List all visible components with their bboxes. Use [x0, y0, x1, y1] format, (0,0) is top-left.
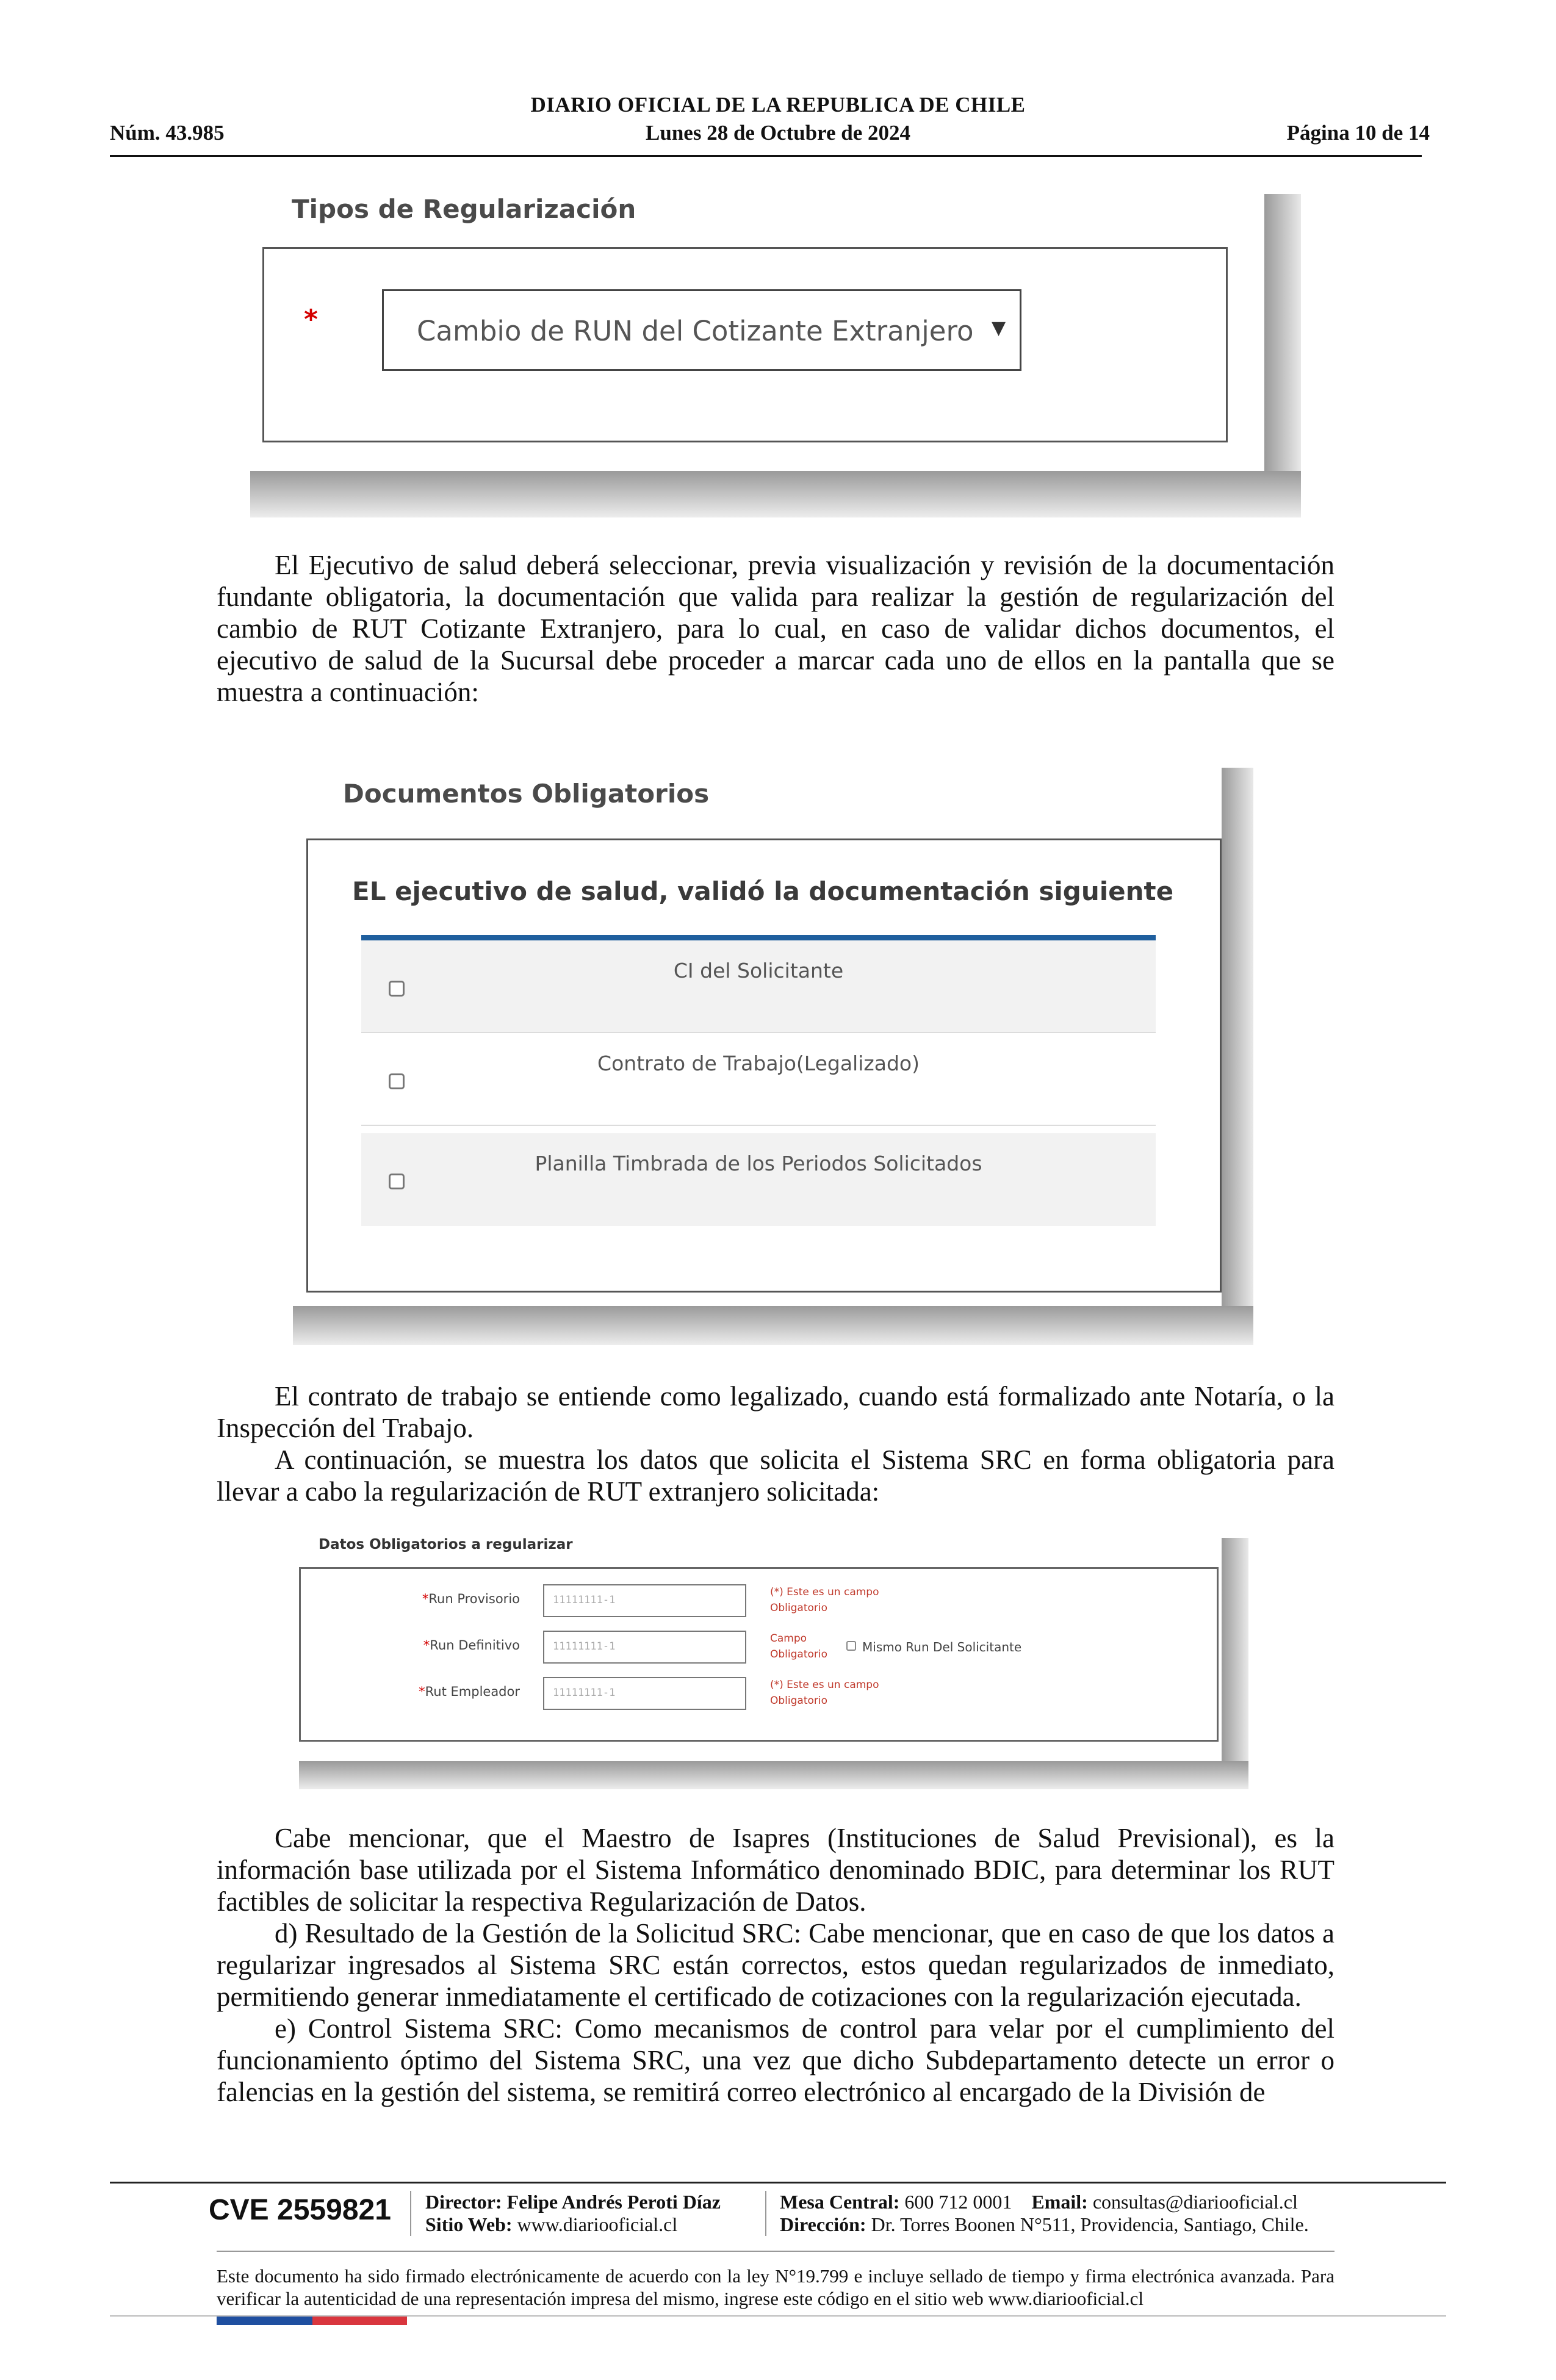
- document-row[interactable]: [361, 1133, 1156, 1226]
- same-run-label: Mismo Run Del Solicitante: [862, 1640, 1022, 1654]
- required-note-line: Campo: [770, 1632, 807, 1645]
- panel2-subtitle: EL ejecutivo de salud, validó la documentación siguiente: [352, 876, 1174, 906]
- paragraph-text: El Ejecutivo de salud deberá seleccionar, previa visualización y revisión de la documentación fundante obligatoria, la documentación que valida para realizar la gestión de regularización del cambio de RUT Cotizante Extranjero, para lo cual, en caso de validar dichos documentos, el ejecutivo de salud de la Sucursal debe proceder a marcar cada uno de ellos en la pantalla que se muestra a continuación:: [217, 550, 1334, 707]
- required-asterisk: *: [422, 1592, 429, 1606]
- issue-date: Lunes 28 de Octubre de 2024: [646, 121, 910, 145]
- panel3-title: Datos Obligatorios a regularizar: [319, 1537, 573, 1552]
- footer-divider: [110, 2182, 1446, 2183]
- required-note-line: (*) Este es un campo: [770, 1679, 879, 1691]
- website-link[interactable]: www.diariooficial.cl: [517, 2213, 678, 2235]
- document-row[interactable]: [361, 940, 1156, 1033]
- panel1-shadow-bottom: [250, 471, 1301, 517]
- accent-bar: [361, 935, 1156, 940]
- field-label: Run Provisorio: [428, 1592, 520, 1606]
- panel3-shadow-bottom: [299, 1761, 1248, 1789]
- run-definitivo-label: [355, 1638, 520, 1653]
- email-label: Email:: [1031, 2191, 1088, 2213]
- required-note: [770, 1584, 892, 1616]
- rut-empleador-input[interactable]: 11111111-1: [543, 1677, 746, 1710]
- required-note-line: Obligatorio: [770, 1695, 828, 1707]
- required-note-line: (*) Este es un campo: [770, 1586, 879, 1598]
- paragraph-text: Cabe mencionar, que el Maestro de Isapres (Instituciones de Salud Previsional), es la información base utilizada por el Sistema Informático denominado BDIC, para determinar los RUT factibles de solicitar la respectiva Regularización de Datos.: [217, 1823, 1334, 1917]
- required-note: [770, 1677, 892, 1709]
- footer-divider: [217, 2251, 1334, 2252]
- email-link[interactable]: consultas@diariooficial.cl: [1092, 2191, 1298, 2213]
- required-asterisk: *: [304, 304, 319, 335]
- paragraph-text: d) Resultado de la Gestión de la Solicitud SRC: Cabe mencionar, que en caso de que los datos a regularizar ingresados al Sistema SRC están correctos, estos quedan regularizados de inmediato, permitiendo generar inmediatamente el certificado de cotizaciones con la regularización ejecutada.: [217, 1918, 1334, 2012]
- rut-empleador-label: [355, 1684, 520, 1699]
- run-definitivo-input[interactable]: 11111111-1: [543, 1631, 746, 1664]
- panel2-title: Documentos Obligatorios: [343, 779, 710, 809]
- paragraph-text: A continuación, se muestra los datos que solicita el Sistema SRC en forma obligatoria para llevar a cabo la regularización de RUT extranjero solicitada:: [217, 1444, 1334, 1507]
- same-run-checkbox[interactable]: [846, 1641, 856, 1651]
- panel1-shadow-right: [1264, 194, 1301, 517]
- legal-notice: Este documento ha sido firmado electrónicamente de acuerdo con la ley N°19.799 e incluye sellado de tiempo y firma electrónica avanzada. Para verificar la autenticidad de una representación impresa del mismo, ingrese este código en el sitio web www.diariooficial.cl: [217, 2265, 1334, 2309]
- footer-separator: [765, 2191, 766, 2236]
- panel1-title: Tipos de Regularización: [292, 194, 636, 224]
- address: Dr. Torres Boonen N°511, Providencia, Santiago, Chile.: [871, 2213, 1309, 2235]
- field-label: Run Definitivo: [430, 1638, 520, 1653]
- body-paragraph: [217, 1822, 1334, 2108]
- mesa-label: Mesa Central:: [780, 2191, 900, 2213]
- run-provisorio-input[interactable]: 11111111-1: [543, 1584, 746, 1617]
- cve-code: CVE 2559821: [209, 2194, 391, 2226]
- contact-info: [780, 2191, 1309, 2236]
- page-number: Página 10 de 14: [1286, 121, 1430, 145]
- document-label: Planilla Timbrada de los Periodos Solicitados: [535, 1152, 982, 1175]
- director-info: [425, 2191, 721, 2236]
- flag-stripe-red: [312, 2317, 407, 2325]
- required-asterisk: *: [423, 1638, 430, 1653]
- body-paragraph: [217, 549, 1334, 708]
- row-divider: [361, 1125, 1156, 1126]
- body-paragraph: [217, 1380, 1334, 1507]
- document-checkbox[interactable]: [389, 1073, 405, 1089]
- panel2-shadow-right: [1222, 768, 1253, 1345]
- required-note-line: Obligatorio: [770, 1602, 828, 1614]
- document-label: CI del Solicitante: [673, 959, 844, 983]
- mesa-phone: 600 712 0001: [904, 2191, 1012, 2213]
- footer-separator: [410, 2191, 411, 2236]
- document-checkbox[interactable]: [389, 1174, 405, 1189]
- required-asterisk: *: [419, 1684, 425, 1699]
- document-checkbox[interactable]: [389, 981, 405, 997]
- director-name: Felipe Andrés Peroti Díaz: [506, 2191, 721, 2213]
- run-provisorio-label: [355, 1592, 520, 1606]
- chevron-down-icon[interactable]: ▼: [992, 317, 1006, 339]
- web-label: Sitio Web:: [425, 2213, 513, 2235]
- document-label: Contrato de Trabajo(Legalizado): [597, 1051, 920, 1075]
- required-note-line: Obligatorio: [770, 1648, 828, 1661]
- panel2-shadow-bottom: [293, 1306, 1253, 1345]
- required-note: [770, 1631, 831, 1662]
- field-label: Rut Empleador: [425, 1684, 520, 1699]
- paragraph-text: e) Control Sistema SRC: Como mecanismos de control para velar por el cumplimiento del funcionamiento óptimo del Sistema SRC, una vez que dicho Subdepartamento detecte un error o falencias en la gestión del sistema, se remitirá correo electrónico al encargado de la División de: [217, 2013, 1334, 2107]
- paragraph-text: El contrato de trabajo se entiende como legalizado, cuando está formalizado ante Notaría, o la Inspección del Trabajo.: [217, 1381, 1334, 1443]
- address-label: Dirección:: [780, 2213, 866, 2235]
- flag-stripe-blue: [217, 2317, 312, 2325]
- document-row[interactable]: [361, 1033, 1156, 1126]
- panel3-shadow-right: [1222, 1538, 1248, 1789]
- issue-number: Núm. 43.985: [110, 121, 225, 145]
- regularization-type-selected-value: Cambio de RUN del Cotizante Extranjero: [417, 315, 974, 347]
- header-divider: [110, 155, 1422, 157]
- newspaper-title: DIARIO OFICIAL DE LA REPUBLICA DE CHILE: [530, 93, 1026, 117]
- director-label: Director:: [425, 2191, 502, 2213]
